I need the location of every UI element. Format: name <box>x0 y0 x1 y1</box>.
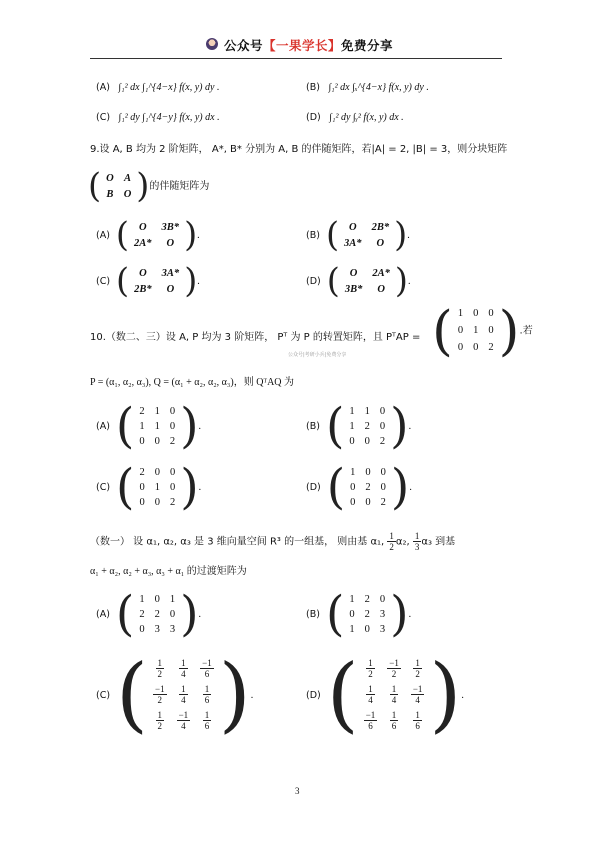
matrix-right-paren: ) <box>180 399 199 454</box>
matrix-cell: 0 <box>169 609 176 620</box>
matrix-cell: 0 <box>457 325 464 336</box>
matrix-right-paren: ) <box>180 460 199 515</box>
matrix-right-paren: ) <box>394 215 408 254</box>
matrix-cell: 0 <box>154 467 160 478</box>
half-fraction: $\frac{1}{2}$ <box>389 531 394 552</box>
matrix-cell: $\frac{1}{6}$ <box>204 710 210 732</box>
matrix-cell: 2B* <box>371 221 390 233</box>
matrix-left-paren: ( <box>325 215 340 254</box>
matrix-cell: 0 <box>379 594 386 605</box>
matrix-cell: 2 <box>365 482 371 493</box>
matrix-cell: 2 <box>488 342 494 353</box>
matrix-cell: 0 <box>473 308 479 319</box>
matrix-cell: 0 <box>349 609 355 620</box>
matrix-cell: 2 <box>139 406 145 417</box>
matrix-cell: 0 <box>473 342 479 353</box>
q8-d-expr: ∫₁² dy ∫ᵧ² f(x, y) dx . <box>329 112 404 123</box>
header-brand: 【一果学长】 <box>263 38 342 53</box>
matrix-cell: 1 <box>139 421 145 432</box>
matrix-left-paren: ( <box>116 261 130 300</box>
matrix-cell: 0 <box>379 406 386 417</box>
matrix-right-paren: ) <box>180 587 199 642</box>
matrix-cell: $\frac{-1}{6}$ <box>202 658 212 680</box>
matrix-cell: 1 <box>349 624 355 635</box>
matrix-cell: $\frac{1}{4}$ <box>368 684 373 706</box>
matrix-cell: 0 <box>139 482 145 493</box>
matrix-cell: 1 <box>154 421 160 432</box>
option-label: (A) <box>96 229 110 241</box>
matrix-cell: 0 <box>365 497 371 508</box>
q10-option-d: (D) ( 1 0 0 0 2 0 0 0 2 ) . <box>306 460 412 515</box>
matrix-cell: 2 <box>169 436 176 447</box>
option-label: (C) <box>96 482 111 493</box>
option-label: (B) <box>306 229 320 241</box>
matrix-cell: 3 <box>379 624 386 635</box>
option-matrix <box>115 587 199 642</box>
matrix-right-paren: ) <box>394 261 408 300</box>
matrix-cell: $\frac{-1}{6}$ <box>365 710 376 732</box>
matrix-left-paren: ( <box>326 261 340 300</box>
matrix-right-paren: ) <box>498 299 520 362</box>
option-matrix <box>326 647 462 742</box>
matrix-left-paren: ( <box>325 399 345 454</box>
matrix-cell: 3A* <box>161 267 180 279</box>
q10b-stem-line2: α₁ + α₂, α₂ + α₃, α₃ + α₁ 的过渡矩阵为 <box>90 566 247 577</box>
option-matrix <box>326 460 410 515</box>
matrix-cell: 0 <box>457 342 464 353</box>
matrix-left-paren: ( <box>115 587 135 642</box>
option-label: (B) <box>306 609 320 620</box>
q10b-option-a: (A) ( 1 0 1 2 2 0 0 3 3 ) . <box>96 587 202 642</box>
matrix-cell: 3A* <box>344 237 362 249</box>
option-matrix <box>115 215 198 254</box>
q8-option-a: (A) ∫₁² dx ∫₁^{4−x} f(x, y) dy . <box>96 82 220 93</box>
matrix-cell: 1 <box>154 406 160 417</box>
matrix-left-paren: ( <box>115 399 135 454</box>
matrix-left-paren: ( <box>432 299 453 362</box>
matrix-cell: 0 <box>154 497 160 508</box>
matrix-cell: O <box>376 237 385 249</box>
q10-option-c: (C) ( 2 0 0 0 1 0 0 0 2 ) . <box>96 460 202 515</box>
matrix-cell: 0 <box>169 406 176 417</box>
matrix-cell: 1 <box>350 467 356 478</box>
matrix-right-paren: ) <box>390 399 409 454</box>
page-header-title <box>224 36 393 54</box>
option-matrix <box>115 399 199 454</box>
matrix-cell: $\frac{1}{2}$ <box>157 658 163 680</box>
q9-stem-line2: ( O A B O ) 的伴随矩阵为 <box>88 166 210 205</box>
matrix-left-paren: ( <box>116 460 135 515</box>
matrix-left-paren: ( <box>326 647 359 742</box>
option-matrix <box>116 460 199 515</box>
option-matrix <box>325 399 409 454</box>
matrix-cell: $\frac{-1}{4}$ <box>412 684 423 706</box>
matrix-cell: 1 <box>349 421 355 432</box>
q9-option-b: (B) ( O 2B* 3A* O ) . <box>306 215 410 254</box>
matrix-cell: 0 <box>350 482 356 493</box>
matrix-cell: O <box>349 267 358 279</box>
option-label: (A) <box>96 609 110 620</box>
matrix-cell: 3 <box>379 609 386 620</box>
matrix-cell: 2 <box>169 497 176 508</box>
matrix-cell: $\frac{1}{2}$ <box>415 658 420 680</box>
q8-a-expr: ∫₁² dx ∫₁^{4−x} f(x, y) dy . <box>118 82 220 93</box>
q10-stem: 10.（数二、三）设 A, P 均为 3 阶矩阵， Pᵀ 为 P 的转置矩阵，且 PᵀAP = <box>90 332 421 343</box>
q10-given-matrix <box>432 299 520 362</box>
matrix-cell: 2A* <box>134 237 152 249</box>
matrix-cell: 0 <box>169 467 176 478</box>
matrix-cell: O <box>106 172 114 184</box>
q9-stem: 9.设 A, B 均为 2 阶矩阵， A*, B* 分别为 A, B 的伴随矩阵，若|A| = 2, |B| = 3，则分块矩阵 <box>90 144 508 155</box>
option-label: (D) <box>306 689 321 701</box>
option-matrix <box>325 587 409 642</box>
matrix-cell: O <box>123 188 132 200</box>
matrix-cell: 1 <box>154 482 160 493</box>
matrix-cell: $\frac{1}{4}$ <box>181 658 186 680</box>
matrix-right-paren: ) <box>184 261 198 300</box>
q9-option-d: (D) ( O 2A* 3B* O ) . <box>306 261 411 300</box>
matrix-cell: 0 <box>349 436 355 447</box>
matrix-right-paren: ) <box>136 166 150 205</box>
option-matrix <box>116 261 198 300</box>
matrix-cell: 1 <box>457 308 464 319</box>
third-fraction: $\frac{1}{3}$ <box>414 531 420 552</box>
matrix-cell: 2 <box>364 594 370 605</box>
matrix-cell: 0 <box>365 467 371 478</box>
avatar <box>206 38 218 50</box>
option-matrix <box>325 215 408 254</box>
matrix-cell: B <box>106 188 114 200</box>
matrix-cell: 2 <box>139 467 145 478</box>
q8-option-c: (C) ∫₁² dy ∫₁^{4−y} f(x, y) dx . <box>96 112 220 123</box>
matrix-cell: $\frac{1}{4}$ <box>391 684 397 706</box>
matrix-cell: 3 <box>154 624 160 635</box>
q10b-option-b: (B) ( 1 2 0 0 2 3 1 0 3 ) . <box>306 587 412 642</box>
matrix-cell: 2 <box>139 609 145 620</box>
matrix-cell: 1 <box>364 406 370 417</box>
matrix-cell: $\frac{-1}{2}$ <box>389 658 399 680</box>
matrix-cell: 0 <box>380 467 386 478</box>
matrix-cell: 2A* <box>372 267 390 279</box>
matrix-cell: $\frac{1}{6}$ <box>391 710 397 732</box>
q9-option-c: (C) ( O 3A* 2B* O ) . <box>96 261 200 300</box>
q8-option-d: (D) ∫₁² dy ∫ᵧ² f(x, y) dx . <box>306 112 404 123</box>
page-number: 3 <box>295 786 300 796</box>
q10-stem-line2: P = (α₁, α₂, α₃), Q = (α₁ + α₂, α₂, α₃)，则 QᵀAQ 为 <box>90 377 295 388</box>
matrix-cell: 2 <box>364 609 370 620</box>
matrix-cell: $\frac{1}{2}$ <box>157 710 163 732</box>
matrix-cell: 0 <box>350 497 356 508</box>
matrix-cell: O <box>139 267 147 279</box>
matrix-cell: 0 <box>169 482 176 493</box>
matrix-cell: 2 <box>154 609 160 620</box>
option-label: (D) <box>306 275 321 287</box>
matrix-cell: 2 <box>380 497 386 508</box>
q9-option-a: (A) ( O 3B* 2A* O ) . <box>96 215 200 254</box>
option-label: (B) <box>306 421 320 432</box>
option-matrix <box>116 647 251 742</box>
matrix-cell: 0 <box>154 594 160 605</box>
option-label: (A) <box>96 421 110 432</box>
q8-b-expr: ∫₁² dx ∫ₓ^{4−x} f(x, y) dy . <box>328 82 429 93</box>
matrix-right-paren: ) <box>390 587 409 642</box>
q10-option-b: (B) ( 1 1 0 1 2 0 0 0 2 ) . <box>306 399 412 454</box>
matrix-cell: O <box>349 221 357 233</box>
matrix-right-paren: ) <box>184 215 198 254</box>
matrix-cell: 1 <box>349 594 355 605</box>
q10-option-a: (A) ( 2 1 0 1 1 0 0 0 2 ) . <box>96 399 202 454</box>
option-label: (D) <box>306 482 321 493</box>
matrix-cell: 1 <box>169 594 176 605</box>
matrix-left-paren: ( <box>115 215 130 254</box>
matrix-left-paren: ( <box>88 166 102 205</box>
matrix-right-paren: ) <box>429 647 462 742</box>
matrix-right-paren: ) <box>218 647 251 742</box>
q10b-option-c: (C) ( $\frac{1}{2}$ $\frac{1}{4}$ $\frac{-1}{6}$ $\frac{-1}{2}$ $\frac{1}{4}$ $\frac{1}{6}$ $\frac{1}{2}$ $\frac{-1}{4}$ $\frac{1}{6}$ ) . <box>96 647 254 742</box>
matrix-cell: O <box>166 237 175 249</box>
header-suffix: 免费分享 <box>341 38 394 53</box>
matrix-cell: $\frac{1}{2}$ <box>368 658 373 680</box>
matrix-cell: 0 <box>379 421 386 432</box>
watermark: 公众号|考研小兵|免费分享 <box>288 352 347 358</box>
matrix-cell: 0 <box>488 325 494 336</box>
option-label: (C) <box>96 275 111 287</box>
matrix-left-paren: ( <box>326 460 346 515</box>
q10-given-matrix-wrap: ( 1 0 0 0 1 0 0 0 2 ) .若 <box>432 299 533 362</box>
matrix-cell: $\frac{-1}{4}$ <box>178 710 189 732</box>
matrix-left-paren: ( <box>325 587 345 642</box>
matrix-cell: 0 <box>139 497 145 508</box>
matrix-cell: 2 <box>379 436 386 447</box>
matrix-right-paren: ) <box>390 460 410 515</box>
matrix-cell: 0 <box>488 308 494 319</box>
matrix-cell: 1 <box>349 406 355 417</box>
header-rule <box>90 58 502 59</box>
matrix-cell: O <box>377 283 385 295</box>
q10b-option-d: (D) ( $\frac{1}{2}$ $\frac{-1}{2}$ $\frac{1}{2}$ $\frac{1}{4}$ $\frac{1}{4}$ $\frac{-1}{4}$ $\frac{-1}{6}$ $\frac{1}{6}$ $\frac{1}{6}$ ) . <box>306 647 464 742</box>
matrix-cell: $\frac{-1}{2}$ <box>155 684 165 706</box>
matrix-cell: 1 <box>139 594 145 605</box>
q8-option-b: (B) ∫₁² dx ∫ₓ^{4−x} f(x, y) dy . <box>306 82 429 93</box>
matrix-left-paren: ( <box>116 647 148 742</box>
matrix-cell: $\frac{1}{4}$ <box>181 684 186 706</box>
matrix-cell: 3B* <box>161 221 180 233</box>
matrix-cell: 2 <box>364 421 370 432</box>
matrix-cell: 0 <box>364 624 370 635</box>
q8-c-expr: ∫₁² dy ∫₁^{4−y} f(x, y) dx . <box>118 112 220 123</box>
matrix-cell: 0 <box>380 482 386 493</box>
matrix-cell: 0 <box>364 436 370 447</box>
matrix-cell: O <box>166 283 175 295</box>
option-label: (C) <box>96 689 111 701</box>
matrix-cell: 0 <box>169 421 176 432</box>
matrix-cell: 0 <box>139 624 145 635</box>
matrix-cell: $\frac{1}{6}$ <box>415 710 420 732</box>
matrix-cell: 1 <box>473 325 479 336</box>
matrix-cell: 0 <box>154 436 160 447</box>
q10b-stem: （数一） 设 α₁, α₂, α₃ 是 3 维向量空间 R³ 的一组基， 则由基 α₁, $\frac{1}{2}$ α₂, $\frac{1}{3}$ α₃ 到基 <box>90 531 456 552</box>
header-prefix: 公众号 <box>224 38 264 53</box>
matrix-cell: O <box>138 221 147 233</box>
matrix-cell: A <box>123 172 131 184</box>
option-matrix <box>326 261 408 300</box>
matrix-cell: $\frac{1}{6}$ <box>204 684 210 706</box>
matrix-cell: 3 <box>169 624 176 635</box>
matrix-cell: 3B* <box>344 283 363 295</box>
matrix-cell: 0 <box>139 436 145 447</box>
matrix-cell: 2B* <box>134 283 152 295</box>
